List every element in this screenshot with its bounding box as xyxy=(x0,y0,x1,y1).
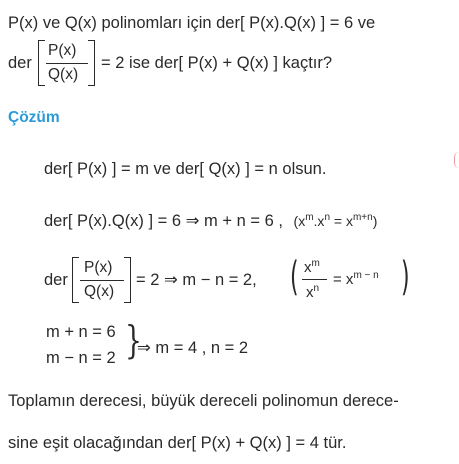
step-3-right-bracket xyxy=(124,257,131,303)
edge-mark xyxy=(454,152,459,168)
system-eq-1: m + n = 6 xyxy=(46,323,116,341)
conclusion-line-2: sine eşit olacağından der[ P(x) + Q(x) ] = 4 tür. xyxy=(8,434,347,452)
left-bracket xyxy=(38,40,45,86)
question-tail: = 2 ise der[ P(x) + Q(x) ] kaçtır? xyxy=(101,54,333,72)
step-3-left-bracket xyxy=(72,257,79,303)
step-2-main: der[ P(x).Q(x) ] = 6 ⇒ m + n = 6 , xyxy=(44,212,283,230)
step-3-der: der xyxy=(44,271,68,289)
step-1: der[ P(x) ] = m ve der[ Q(x) ] = n olsun. xyxy=(44,160,327,178)
question-line-1: P(x) ve Q(x) polinomları için der[ P(x).Q(x) ] = 6 ve xyxy=(8,14,376,32)
step-3-numerator: P(x) xyxy=(84,259,113,276)
step-3-fraction-line xyxy=(80,280,124,281)
system-eq-2: m − n = 2 xyxy=(46,349,116,367)
fraction-denominator: Q(x) xyxy=(48,66,79,83)
rule-denominator: $x^n$ xyxy=(306,283,320,301)
fraction-line xyxy=(46,63,88,64)
system-result: ⇒ m = 4 , n = 2 xyxy=(137,339,249,357)
conclusion-line-1: Toplamın derecesi, büyük dereceli polinomun derece- xyxy=(8,392,399,410)
step-3-main: = 2 ⇒ m − n = 2, xyxy=(136,271,257,289)
rule-numerator: $x^m$ xyxy=(304,258,320,276)
rule-close-paren: ) xyxy=(401,254,410,300)
step-2 xyxy=(44,213,377,230)
fraction-numerator: P(x) xyxy=(48,42,77,59)
rule-fraction-line xyxy=(302,279,327,280)
system-brace: } xyxy=(125,318,142,362)
rule-result: = $x^{m - n}$ xyxy=(333,270,379,288)
question-der-label: der xyxy=(8,54,32,72)
solution-heading: Çözüm xyxy=(8,109,60,126)
step-2-note: $(x^m.x^n = x^{m+n})$ xyxy=(293,212,378,229)
rule-open-paren: ( xyxy=(290,254,299,300)
step-3-denominator: Q(x) xyxy=(84,283,115,300)
right-bracket xyxy=(88,40,95,86)
